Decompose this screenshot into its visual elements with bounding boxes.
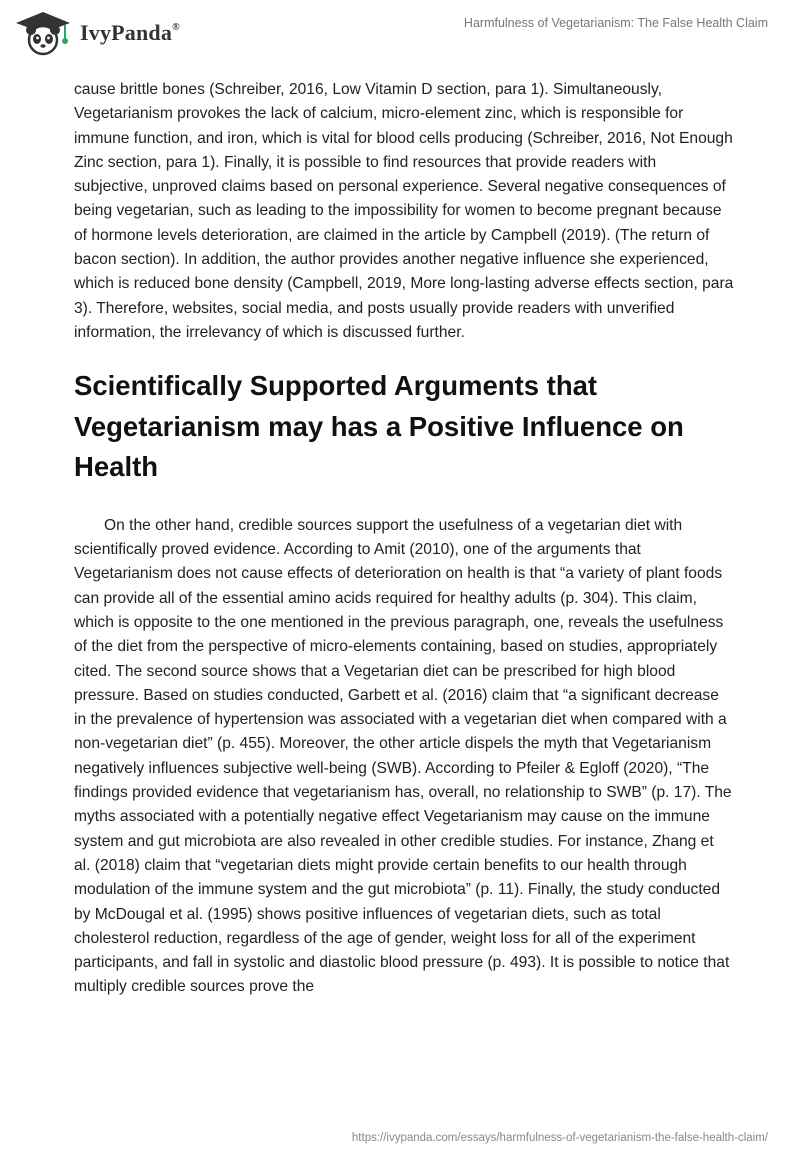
brand-name-text: IvyPanda <box>80 20 173 45</box>
section-heading: Scientifically Supported Arguments that Vegetarianism may has a Positive Influence on Health <box>74 370 684 483</box>
body-paragraph-2: On the other hand, credible sources support the usefulness of a vegetarian diet with scientifically proved evidence. According to Amit (2010), one of the arguments that Vegetarianism does not cause effects of deterioration on health is that “a variety of plant foods can provide all of the essential amino acids required for healthy adults (p. 304). This claim, which is opposite to the one mentioned in the previous paragraph, one, reveals the usefulness of the diet from the perspective of micro-elements containing, based on studies, appropriately cited. The second source shows that a Vegetarian diet can be prescribed for high blood pressure. Based on studies conducted, Garbett et al. (2016) claim that “a significant decrease in the prevalence of hypertension was associated with a vegetarian diet when compared with a non-vegetarian diet” (p. 455). Moreover, the other article dispels the myth that Vegetarianism negatively influences subjective well-being (SWB). According to Pfeiler & Egloff (2020), “The findings provided evidence that vegetarianism has, overall, no relationship to SWB” (p. 17). The myths associated with a potentially negative effect Vegetarianism may cause on the immune system and gut microbiota are also revealed in other credible studies. For instance, Zhang et al. (2018) claim that “vegetarian diets might provide certain benefits to our health through modulation of the immune system and the gut microbiota” (p. 11). Finally, the study conducted by McDougal et al. (1995) shows positive influences of vegetarian diets, such as total cholesterol reduction, regardless of the age of gender, weight loss for all of the experiment participants, and fall in systolic and diastolic blood pressure (p. 493). It is possible to notice that multiply credible sources prove the <box>74 516 732 996</box>
document-title: Harmfulness of Vegetarianism: The False Health Claim <box>463 16 768 30</box>
registered-mark: ® <box>172 22 180 33</box>
brand-name <box>80 20 180 46</box>
footer-url[interactable]: https://ivypanda.com/essays/harmfulness-of-vegetarianism-the-false-health-claim/ <box>351 1132 768 1144</box>
ivypanda-logo[interactable] <box>14 10 180 56</box>
essay-content <box>74 78 734 1000</box>
body-paragraph-1: cause brittle bones (Schreiber, 2016, Low Vitamin D section, para 1). Simultaneously, Vegetarianism provokes the lack of calcium, micro-element zinc, which is responsible for immune function, and iron, which is vital for blood cells producing (Schreiber, 2016, Not Enough Zinc section, para 1). Finally, it is possible to find resources that provide readers with subjective, unproved claims based on personal experience. Several negative consequences of being vegetarian, such as leading to the impossibility for women to become pregnant because of hormone levels deterioration, are claimed in the article by Campbell (2019). (The return of bacon section). In addition, the author provides another negative influence she experienced, which is reduced bone density (Campbell, 2019, More long-lasting adverse effects section, para 3). Therefore, websites, social media, and posts usually provide readers with unverified information, the irrelevancy of which is discussed further. <box>74 81 734 341</box>
panda-graduation-cap-icon <box>14 10 72 56</box>
page-header <box>0 0 800 70</box>
